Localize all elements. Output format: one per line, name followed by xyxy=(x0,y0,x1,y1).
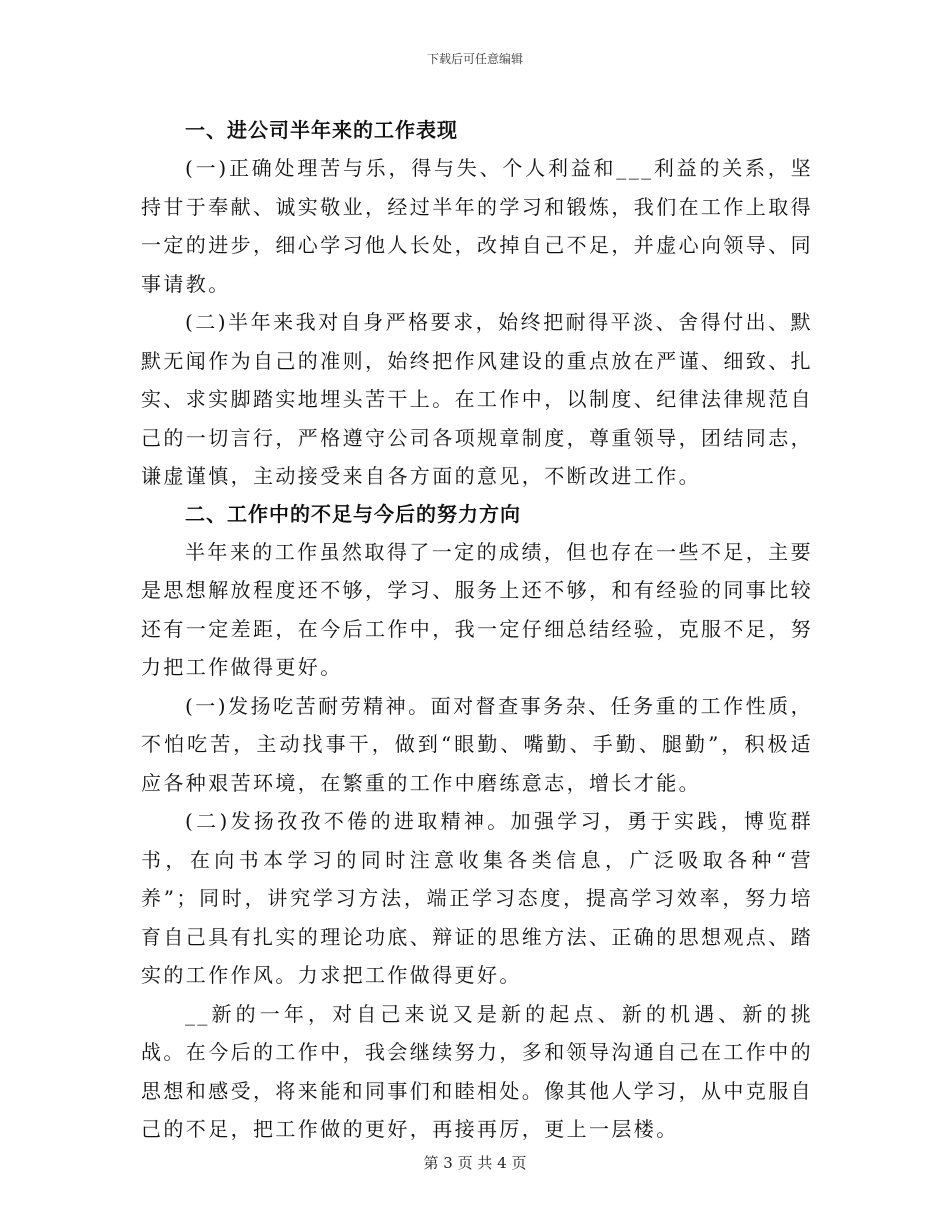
page-header-note: 下载后可任意编辑 xyxy=(426,52,523,66)
section-heading: 一、进公司半年来的工作表现 xyxy=(185,118,458,142)
section-heading: 二、工作中的不足与今后的努力方向 xyxy=(185,501,521,526)
page-number: 第 3 页 共 4 页 xyxy=(423,1154,527,1172)
document-body xyxy=(141,112,813,1149)
paragraph: 半年来的工作虽然取得了一定的成绩，但也存在一些不足，主要是思想解放程度还不够，学习、服务上还不够，和有经验的同事比较还有一定差距，在今后工作中，我一定仔细总结经验，克服不足，努力把工作做得更好。 xyxy=(141,539,813,679)
paragraph: (二)半年来我对自身严格要求，始终把耐得平淡、舍得付出、默默无闻作为自己的准则，始终把作风建设的重点放在严谨、细致、扎实、求实脚踏实地埋头苦干上。在工作中，以制度、纪律法律规范自己的一切言行，严格遵守公司各项规章制度，尊重领导，团结同志，谦虚谨慎，主动接受来自各方面的意见，不断改进工作。 xyxy=(141,310,813,488)
paragraph: (一)正确处理苦与乐，得与失、个人利益和___利益的关系，坚持甘于奉献、诚实敬业，经过半年的学习和锻炼，我们在工作上取得一定的进步，细心学习他人长处，改掉自己不足，并虚心向领导、同事请教。 xyxy=(141,156,813,296)
paragraph: __新的一年，对自己来说又是新的起点、新的机遇、新的挑战。在今后的工作中，我会继续努力，多和领导沟通自己在工作中的思想和感受，将来能和同事们和睦相处。像其他人学习，从中克服自己的不足，把工作做的更好，再接再厉，更上一层楼。 xyxy=(141,1001,813,1141)
paragraph: (一)发扬吃苦耐劳精神。面对督查事务杂、任务重的工作性质，不怕吃苦，主动找事干，做到“眼勤、嘴勤、手勤、腿勤”，积极适应各种艰苦环境，在繁重的工作中磨练意志，增长才能。 xyxy=(141,693,813,795)
paragraph: (二)发扬孜孜不倦的进取精神。加强学习，勇于实践，博览群书，在向书本学习的同时注意收集各类信息，广泛吸取各种“营养”；同时，讲究学习方法，端正学习态度，提高学习效率，努力培育自己具有扎实的理论功底、辩证的思维方法、正确的思想观点、踏实的工作作风。力求把工作做得更好。 xyxy=(141,809,813,987)
